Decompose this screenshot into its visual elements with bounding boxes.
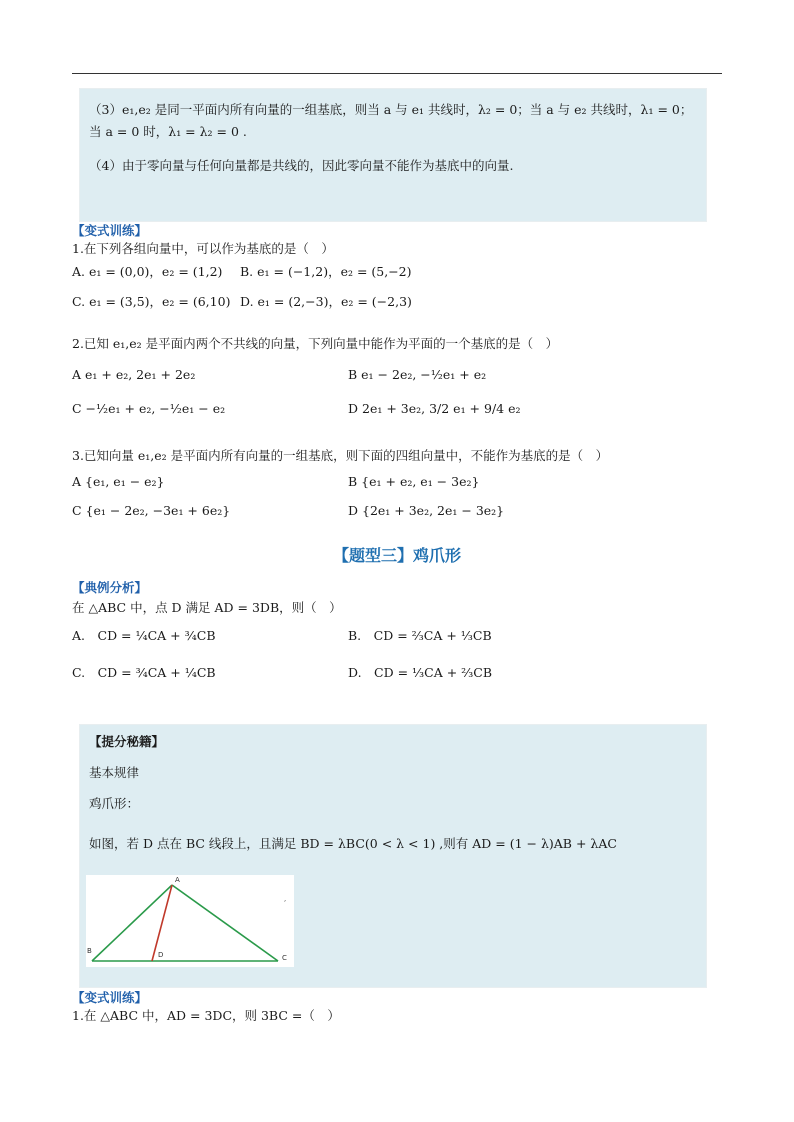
note-3-line2: 当 a = 0 时，λ₁ = λ₂ = 0 . <box>89 124 247 139</box>
q2-stem: 2.已知 e₁,e₂ 是平面内两个不共线的向量，下列向量中能作为平面的一个基底的是（ ） <box>72 336 559 351</box>
example-option-c: C. CD = ¾CA + ¼CB <box>72 665 216 680</box>
q1-option-d: D. e₁ = (2,−3)，e₂ = (−2,3) <box>240 294 412 309</box>
q1-option-a: A. e₁ = (0,0)，e₂ = (1,2) <box>72 264 223 279</box>
q3-option-d: D {2e₁ + 3e₂, 2e₁ − 3e₂} <box>348 503 505 518</box>
tips-rule: 基本规律 <box>89 765 140 780</box>
q1-stem: 1.在下列各组向量中，可以作为基底的是（ ） <box>72 241 334 256</box>
header-rule <box>72 73 722 74</box>
v2-q1-stem: 1.在 △ABC 中，AD = 3DC，则 3BC =（ ） <box>72 1008 340 1023</box>
segment-ad <box>152 885 172 961</box>
example-option-a: A. CD = ¼CA + ¾CB <box>72 628 216 643</box>
mark-tick: , <box>284 895 287 903</box>
triangle-figure <box>86 875 294 967</box>
variant-heading: 【变式训练】 <box>72 223 148 238</box>
side-ab <box>92 885 172 961</box>
section-title: 【题型三】鸡爪形 <box>332 546 461 565</box>
side-ac <box>172 885 278 961</box>
triangle-svg <box>86 875 294 967</box>
q1-option-b: B. e₁ = (−1,2)，e₂ = (5,−2) <box>240 264 412 279</box>
q3-option-a: A {e₁, e₁ − e₂} <box>72 474 165 489</box>
q2-option-d: D 2e₁ + 3e₂, 3/2 e₁ + 9/4 e₂ <box>348 401 521 416</box>
q3-option-c: C {e₁ − 2e₂, −3e₁ + 6e₂} <box>72 503 231 518</box>
q3-stem: 3.已知向量 e₁,e₂ 是平面内所有向量的一组基底，则下面的四组向量中，不能作为基底的是（ ） <box>72 448 609 463</box>
q2-option-b: B e₁ − 2e₂, −½e₁ + e₂ <box>348 367 487 382</box>
tips-heading: 【提分秘籍】 <box>89 734 165 749</box>
note-4: （4）由于零向量与任何向量都是共线的，因此零向量不能作为基底中的向量. <box>89 158 514 173</box>
tips-name: 鸡爪形： <box>89 796 140 811</box>
note-3-line1: （3）e₁,e₂ 是同一平面内所有向量的一组基底，则当 a 与 e₁ 共线时，λ₂ = 0；当 a 与 e₂ 共线时，λ₁ = 0； <box>89 102 693 117</box>
label-a: A <box>175 876 180 884</box>
variant2-heading: 【变式训练】 <box>72 990 148 1005</box>
label-b: B <box>87 947 92 955</box>
example-heading: 【典例分析】 <box>72 580 148 595</box>
example-option-b: B. CD = ⅔CA + ⅓CB <box>348 628 492 643</box>
q3-option-b: B {e₁ + e₂, e₁ − 3e₂} <box>348 474 480 489</box>
q2-option-c: C −½e₁ + e₂, −½e₁ − e₂ <box>72 401 226 416</box>
q2-option-a: A e₁ + e₂, 2e₁ + 2e₂ <box>72 367 196 382</box>
example-option-d: D. CD = ⅓CA + ⅔CB <box>348 665 493 680</box>
example-stem: 在 △ABC 中，点 D 满足 AD = 3DB，则（ ） <box>72 600 342 615</box>
label-c: C <box>282 954 287 962</box>
q1-option-c: C. e₁ = (3,5)，e₂ = (6,10) <box>72 294 231 309</box>
label-d: D <box>158 951 164 959</box>
tips-text: 如图，若 D 点在 BC 线段上，且满足 BD = λBC(0 < λ < 1) ,则有 AD = (1 − λ)AB + λAC <box>89 836 617 851</box>
